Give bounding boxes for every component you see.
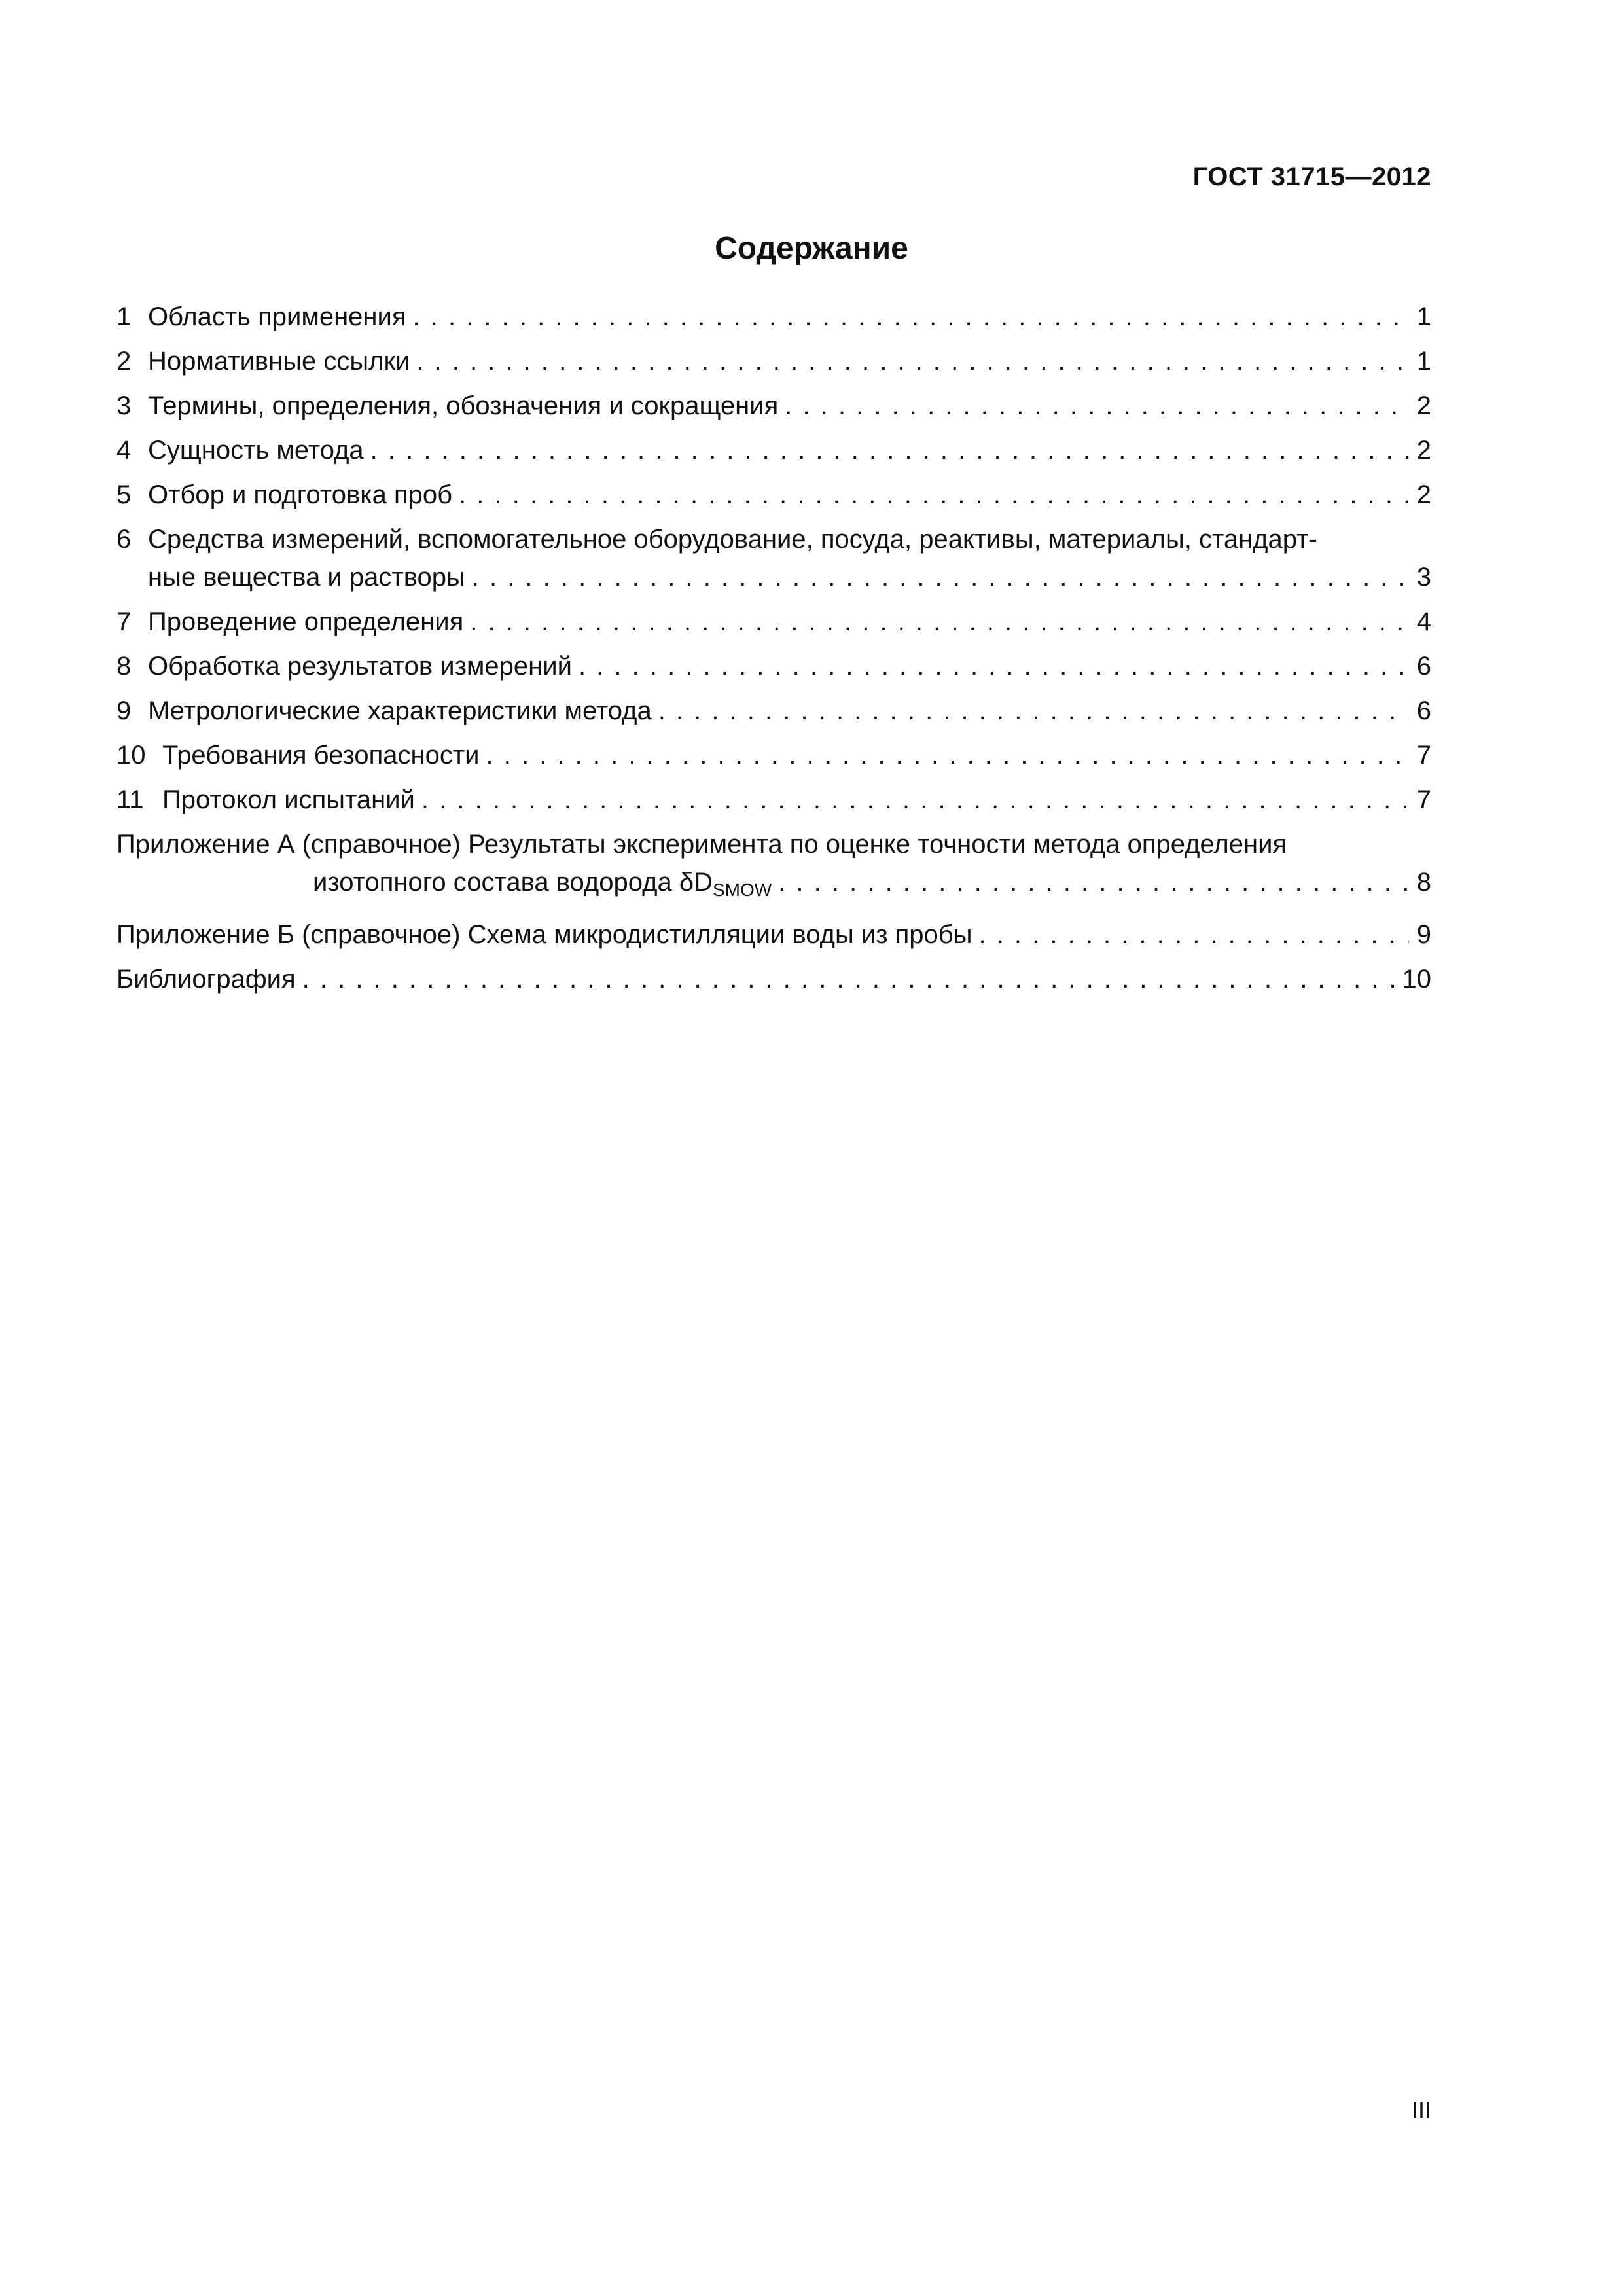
toc-entry-title: Отбор и подготовка проб [148,480,453,509]
toc-entry-1[interactable] [116,298,1431,336]
toc-entry-3[interactable] [116,387,1431,425]
document-standard-number: ГОСТ 31715—2012 [1192,162,1431,191]
toc-entry-page: 1 [1416,347,1431,376]
table-of-contents [116,298,1431,1005]
leader-dots [658,692,1409,730]
leader-dots [302,960,1396,998]
toc-entry-number: 3 [116,391,132,420]
toc-entry-page: 2 [1416,480,1431,509]
leader-dots [459,476,1409,514]
toc-entry-page: 3 [1416,563,1431,592]
toc-entry-page: 6 [1416,652,1431,681]
toc-entry-page: 4 [1416,607,1431,636]
toc-entry-title-line2-text: изотопного состава водорода δD [313,868,713,897]
toc-entry-number: 7 [116,607,132,636]
toc-entry-title: Требования безопасности [162,741,480,770]
toc-entry-page: 2 [1416,391,1431,420]
toc-entry-number: 9 [116,696,132,725]
toc-entry-11[interactable] [116,781,1431,819]
toc-entry-title-line2 [313,863,772,909]
toc-entry-6[interactable] [116,520,1431,596]
toc-entry-number: 11 [116,785,144,814]
toc-entry-page: 2 [1416,436,1431,465]
toc-entry-title: Метрологические характеристики метода [148,696,652,725]
toc-entry-page: 6 [1416,696,1431,725]
toc-entry-7[interactable] [116,603,1431,641]
toc-entry-page: 7 [1416,785,1431,814]
leader-dots [486,736,1409,774]
toc-entry-number: 10 [116,741,146,770]
leader-dots [416,342,1409,380]
toc-entry-number: 6 [116,525,132,554]
toc-entry-title: Термины, определения, обозначения и сокращения [148,391,779,420]
toc-entry-title-line1: Средства измерений, вспомогательное оборудование, посуда, реактивы, материалы, стандарт- [148,525,1317,554]
toc-entry-title: Библиография [116,965,296,994]
toc-entry-number: 2 [116,347,132,376]
leader-dots [421,781,1409,819]
toc-entry-number: 1 [116,302,132,331]
toc-entry-9[interactable] [116,692,1431,730]
toc-entry-8[interactable] [116,647,1431,685]
toc-entry-title: Приложение Б (справочное) Схема микродистилляции воды из пробы [116,920,972,949]
toc-entry-title: Сущность метода [148,436,364,465]
toc-entry-page: 9 [1416,920,1431,949]
toc-entry-bibliography[interactable] [116,960,1431,998]
toc-entry-title-line1: Приложение А (справочное) Результаты эксперимента по оценке точности метода определения [116,830,1287,859]
toc-entry-number: 8 [116,652,132,681]
toc-entry-5[interactable] [116,476,1431,514]
leader-dots [370,431,1409,469]
toc-entry-number: 4 [116,436,132,465]
toc-entry-page: 7 [1416,741,1431,770]
toc-entry-title: Область применения [148,302,406,331]
toc-entry-page: 8 [1416,868,1431,897]
leader-dots [413,298,1409,336]
toc-entry-page: 10 [1402,965,1431,994]
toc-entry-title: Протокол испытаний [162,785,415,814]
leader-dots [778,863,1409,901]
leader-dots [785,387,1409,425]
toc-entry-title-line2: ные вещества и растворы [148,563,465,592]
leader-dots [978,916,1409,954]
toc-entry-2[interactable] [116,342,1431,380]
toc-entry-4[interactable] [116,431,1431,469]
toc-entry-appendix-b[interactable] [116,916,1431,954]
toc-entry-page: 1 [1416,302,1431,331]
toc-entry-10[interactable] [116,736,1431,774]
toc-entry-title: Проведение определения [148,607,464,636]
leader-dots [470,603,1409,641]
leader-dots [579,647,1409,685]
leader-dots [472,558,1409,596]
toc-entry-appendix-a[interactable] [116,825,1431,909]
page-number: III [1411,2096,1431,2123]
page-title: Содержание [715,231,908,266]
toc-entry-title: Нормативные ссылки [148,347,410,376]
toc-entry-title: Обработка результатов измерений [148,652,572,681]
toc-entry-number: 5 [116,480,132,509]
smow-subscript: SMOW [712,880,772,900]
